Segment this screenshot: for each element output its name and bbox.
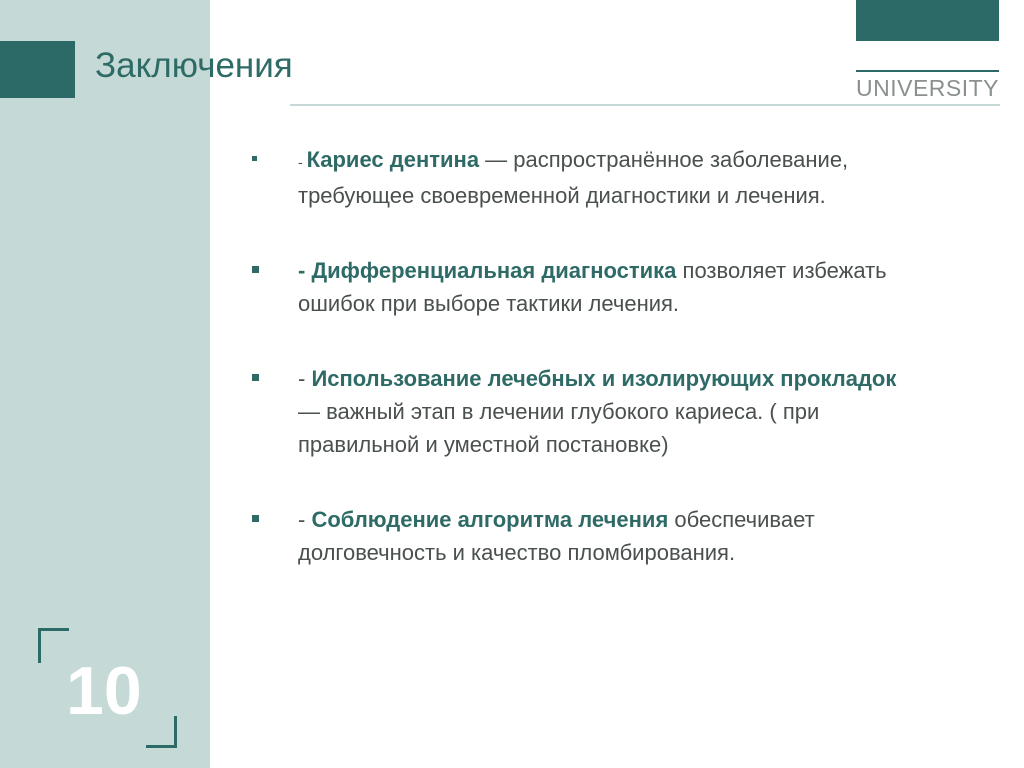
bullet-text-line3: правильной и уместной постановке)	[298, 432, 669, 457]
bullet-text: обеспечивает	[668, 507, 815, 532]
slide-title: Заключения	[95, 46, 293, 85]
bullet-highlight: Дифференциальная диагностика	[311, 258, 677, 283]
logo-text-university: UNIVERSITY	[856, 75, 1000, 101]
bullet-highlight: Соблюдение алгоритма лечения	[311, 507, 669, 532]
bullet-square-icon	[252, 266, 259, 273]
bullet-dash: -	[298, 154, 307, 170]
bullet-text-line2: — важный этап в лечении глубокого кариеса. ( при	[298, 399, 820, 424]
title-underline	[290, 104, 1000, 106]
logo-text-pediatric: PEDIATRIC	[873, 38, 999, 64]
bullet-highlight: Использование лечебных и изолирующих прокладок	[311, 366, 897, 391]
bullet-square-icon	[252, 374, 259, 381]
bullet-dash: -	[298, 258, 312, 283]
conclusion-item-algorithm	[252, 503, 992, 569]
corner-bracket-bottom-right-icon	[146, 716, 177, 748]
bullet-text: позволяет избежать	[676, 258, 887, 283]
bullet-text-line2: требующее своевременной диагностики и лечения.	[298, 183, 826, 208]
conclusion-item-diagnostics	[252, 254, 992, 320]
bullet-square-icon	[252, 515, 259, 522]
page-number: 10	[66, 653, 142, 729]
bullet-dash: -	[298, 507, 312, 532]
conclusion-item-caries	[252, 143, 992, 212]
conclusions-list	[252, 143, 992, 569]
conclusion-item-liners	[252, 362, 992, 461]
bullet-square-icon	[252, 156, 257, 161]
bullet-text-line2: долговечность и качество пломбирования.	[298, 540, 736, 565]
title-accent-block	[0, 41, 75, 98]
bullet-text: — распространённое заболевание,	[479, 147, 849, 172]
bullet-highlight: Кариес дентина	[306, 147, 480, 172]
bullet-dash: -	[298, 366, 312, 391]
logo-separator	[856, 70, 999, 72]
corner-bracket-top-left-icon	[38, 628, 69, 663]
bullet-text-line2: ошибок при выборе тактики лечения.	[298, 291, 680, 316]
logo-bar	[856, 0, 999, 41]
